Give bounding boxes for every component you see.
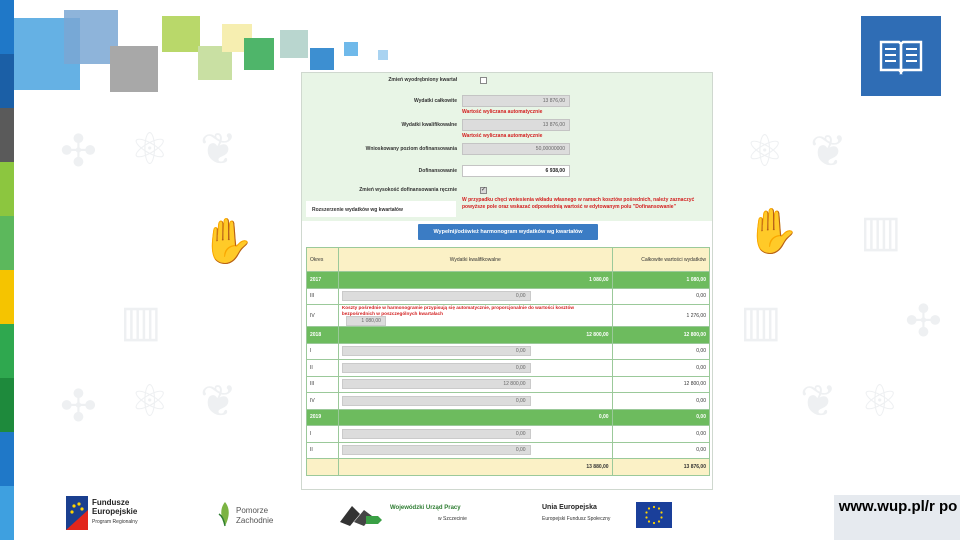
logo-line: Fundusze <box>92 498 130 507</box>
fence-watermark-icon: ▥ <box>740 297 782 346</box>
fence-watermark-icon: ▥ <box>120 297 162 346</box>
book-icon-box <box>861 16 941 96</box>
header-quarter: Okres <box>307 248 339 272</box>
pinwheel-watermark-icon: ✣ <box>905 297 942 346</box>
logo-line: Europejski Fundusz Społeczny <box>542 516 611 522</box>
change-quarter-checkbox[interactable] <box>480 77 487 84</box>
deco-square <box>280 30 308 58</box>
table-row <box>307 426 710 443</box>
amount-cell: 13 880,00 <box>338 459 612 476</box>
logo-line: Pomorze <box>236 506 269 515</box>
eu-funds-mark-icon <box>66 496 88 530</box>
table-row <box>307 376 710 393</box>
table-row <box>307 393 710 410</box>
logo-line: Unia Europejska <box>542 504 597 511</box>
quarter-cell: III <box>307 288 339 305</box>
deco-square <box>378 50 388 60</box>
atom-watermark-icon: ⚛ <box>745 127 785 176</box>
field-label: Zmień wyodrębniony kwartał <box>388 77 457 83</box>
fill-schedule-button[interactable]: Wypełnij/odśwież harmonogram wydatków wg kwartałów <box>418 224 598 240</box>
pinwheel-watermark-icon: ✣ <box>60 382 97 431</box>
cumulative-cell: 1 276,00 <box>612 305 709 327</box>
color-strip-segment <box>0 162 14 216</box>
logo-wup-szczecin <box>338 502 488 530</box>
atom-watermark-icon: ⚛ <box>860 377 900 426</box>
logo-unia-europejska <box>540 502 675 532</box>
schedule-label: Rozszerzenie wydatków wg kwartałów <box>312 207 403 213</box>
deco-square <box>244 38 274 70</box>
cumulative-cell: 13 876,00 <box>612 459 709 476</box>
cumulative-cell: 12 800,00 <box>612 327 709 344</box>
amount-input[interactable]: 1 080,00 <box>346 316 386 326</box>
color-strip-segment <box>0 270 14 324</box>
budget-form <box>302 73 712 221</box>
deco-square <box>344 42 358 56</box>
table-row <box>307 360 710 377</box>
quarter-cell: II <box>307 442 339 459</box>
color-strip-segment <box>0 486 14 540</box>
leaf-watermark-icon: ❦ <box>200 377 237 426</box>
amount-input[interactable]: 0,00 <box>342 445 531 455</box>
logo-line: Europejskie <box>92 507 138 516</box>
leaf-watermark-icon: ❦ <box>800 377 837 426</box>
indirect-costs-error: Koszty pośrednie w harmonogramie przypisują się automatycznie, proporcjonalnie do wartości kosztów bezpośrednich w poszczególnych kwartałach <box>341 305 574 316</box>
logo-line: Wojewódzki Urząd Pracy <box>390 505 461 511</box>
color-strip-segment <box>0 432 14 486</box>
eligible-expenses-input[interactable]: 13 876,00 <box>462 119 570 131</box>
amount-cell: 0,00 <box>338 409 612 426</box>
table-row-year <box>307 327 710 344</box>
table-row-year <box>307 409 710 426</box>
quarter-cell: I <box>307 426 339 443</box>
amount-input[interactable]: 0,00 <box>342 291 531 301</box>
budget-screenshot-panel <box>301 72 713 490</box>
color-strip-segment <box>0 324 14 378</box>
deco-square <box>310 48 334 70</box>
color-strip-segment <box>0 54 14 108</box>
amount-cell: 1 080,00 <box>338 272 612 289</box>
logo-line: Program Regionalny <box>92 519 138 525</box>
cumulative-cell: 1 080,00 <box>612 272 709 289</box>
color-strip-segment <box>0 216 14 270</box>
cumulative-cell: 12 800,00 <box>612 376 709 393</box>
leaf-logo-icon <box>216 500 234 528</box>
logo-pomorze-zachodnie <box>216 500 286 532</box>
amount-input[interactable]: 0,00 <box>342 363 531 373</box>
field-label: Zmień wysokość dofinansowania ręcznie <box>359 187 457 193</box>
cumulative-cell: 0,00 <box>612 409 709 426</box>
table-row <box>307 288 710 305</box>
leaf-watermark-icon: ❦ <box>200 125 237 174</box>
atom-watermark-icon: ⚛ <box>130 377 170 426</box>
cofinancing-input[interactable]: 6 938,00 <box>462 165 570 177</box>
table-row-year <box>307 272 710 289</box>
amount-input[interactable]: 0,00 <box>342 429 531 439</box>
header-cumulative: Całkowite wartości wydatków <box>612 248 709 272</box>
quarter-cell: I <box>307 343 339 360</box>
amount-cell: 12 800,00 <box>338 327 612 344</box>
cumulative-cell: 0,00 <box>612 393 709 410</box>
hand-watermark-icon: ✋ <box>200 217 255 266</box>
deco-square <box>162 16 200 52</box>
color-strip-segment <box>0 378 14 432</box>
table-row <box>307 442 710 459</box>
deco-square <box>110 46 158 92</box>
quarter-cell: IV <box>307 305 339 327</box>
cumulative-cell: 0,00 <box>612 360 709 377</box>
color-strip-segment <box>0 108 14 162</box>
logo-fundusze-europejskie <box>66 496 166 532</box>
wup-mark-icon <box>338 502 382 528</box>
atom-watermark-icon: ⚛ <box>130 125 170 174</box>
color-strip-segment <box>0 0 14 54</box>
cofinancing-warning: W przypadku chęci wniesienia wkładu własnego w ramach kosztów pośrednich, należy zaznaczyć powyższe pole oraz wskazać odpowiednią wartość w edytowanym polu "Dofinansowanie" <box>462 197 695 210</box>
website-url[interactable]: www.wup.pl/r po <box>838 498 958 515</box>
cumulative-cell: 0,00 <box>612 288 709 305</box>
total-expenses-input[interactable]: 13 876,00 <box>462 95 570 107</box>
quarter-cell: IV <box>307 393 339 410</box>
quarter-cell: 2017 <box>307 272 339 289</box>
quarter-cell: 2019 <box>307 409 339 426</box>
table-header-row <box>307 248 710 272</box>
cumulative-cell: 0,00 <box>612 442 709 459</box>
pinwheel-watermark-icon: ✣ <box>60 127 97 176</box>
field-label: Wydatki całkowite <box>414 98 457 104</box>
amount-input[interactable]: 0,00 <box>342 346 531 356</box>
eu-flag-icon <box>636 502 672 528</box>
field-label: Wydatki kwalifikowalne <box>401 122 457 128</box>
field-label: Wnioskowany poziom dofinansowania <box>365 146 457 152</box>
table-row-total <box>307 459 710 476</box>
leaf-watermark-icon: ❦ <box>810 127 847 176</box>
hand-watermark-icon: ✋ <box>745 207 800 256</box>
table-row <box>307 305 710 327</box>
cofinancing-level-input[interactable]: 50,00000000 <box>462 143 570 155</box>
auto-note: Wartość wyliczana automatycznie <box>462 133 543 139</box>
manual-cofinancing-checkbox[interactable] <box>480 187 487 194</box>
field-label: Dofinansowanie <box>418 168 457 174</box>
cumulative-cell: 0,00 <box>612 343 709 360</box>
amount-input[interactable]: 12 800,00 <box>342 379 531 389</box>
open-book-icon <box>877 36 925 76</box>
quarter-cell: II <box>307 360 339 377</box>
logo-line: Zachodnie <box>236 516 274 525</box>
quarter-cell <box>307 459 339 476</box>
quarter-cell: III <box>307 376 339 393</box>
header-amount: Wydatki kwalifikowalne <box>338 248 612 272</box>
schedule-table <box>306 247 710 476</box>
logo-line: w Szczecinie <box>438 516 467 522</box>
cumulative-cell: 0,00 <box>612 426 709 443</box>
amount-input[interactable]: 0,00 <box>342 396 531 406</box>
fence-watermark-icon: ▥ <box>860 207 902 256</box>
color-strip <box>0 0 14 540</box>
table-row <box>307 343 710 360</box>
auto-note: Wartość wyliczana automatycznie <box>462 109 543 115</box>
quarter-cell: 2018 <box>307 327 339 344</box>
